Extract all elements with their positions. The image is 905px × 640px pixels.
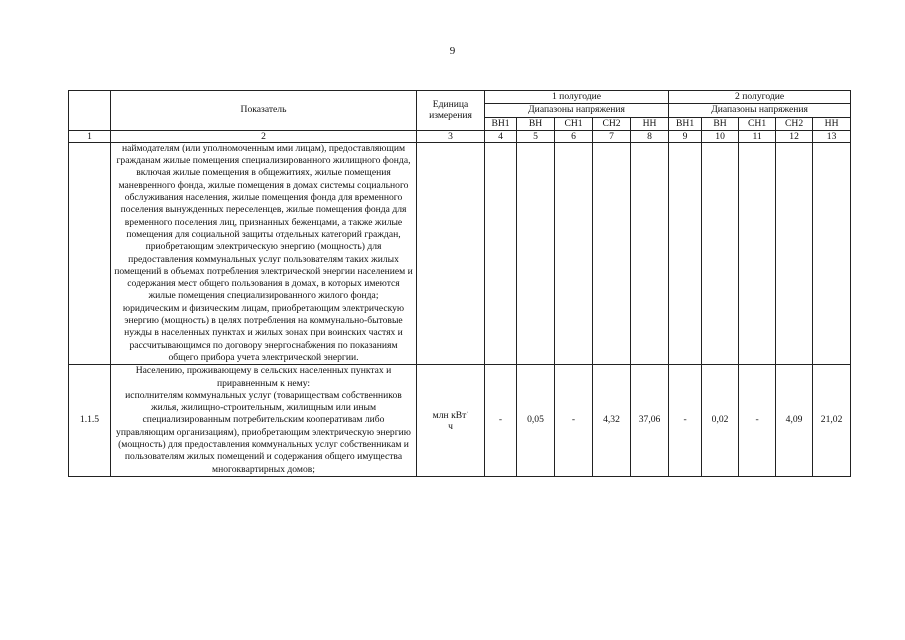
description-paragraph: наймодателям (или уполномоченным ими лицам), предоставляющим гражданам жилые помещения специализированного жилищного фонда, включая жилые помещения в общежитиях, жилые помещения маневренного фонда, жилые помещения в домах системы социального обслуживания населения, жилые помещения фонда для временного поселения вынужденных переселенцев, жилые помещения фонда для временного поселения лиц, признанных беженцами, а также жилые помещения для социальной защиты отдельных категорий граждан, приобретающим электрическую энергию (мощность) для предоставления коммунальных услуг пользователям таких жилых помещений в объемах потребления электрической энергии населением и содержания мест общего пользования в домах, в которых имеются жилые помещения специализированного жилого фонда;: [114, 142, 413, 302]
unit-main: млн кВт: [432, 409, 467, 421]
description-paragraph: юридическим и физическим лицам, приобретающим электрическую энергию (мощность) в целях потребления на коммунально-бытовые нужды в населенных пунктах и жилых зонах при воинских частях и рассчитывающимся по договору энергоснабжения по показаниям общего прибора учета электрической энергии.: [122, 302, 405, 363]
column-number: 12: [776, 130, 813, 142]
header-half1: 1 полугодие: [485, 91, 669, 104]
value-cell: 4,09: [776, 365, 813, 477]
level-h2: ВН1: [669, 117, 702, 130]
column-number: 11: [739, 130, 776, 142]
value-cell: 0,02: [702, 365, 739, 477]
value-cell: [739, 142, 776, 364]
column-number: 2: [111, 130, 417, 142]
level-h2: НН: [813, 117, 851, 130]
column-number: 3: [417, 130, 485, 142]
column-number: 6: [555, 130, 593, 142]
value-cell: [776, 142, 813, 364]
level-h1: СН1: [555, 117, 593, 130]
column-number: 4: [485, 130, 517, 142]
value-cell: 21,02: [813, 365, 851, 477]
value-cell: 4,32: [593, 365, 631, 477]
column-number: 8: [631, 130, 669, 142]
column-number: 9: [669, 130, 702, 142]
column-number: 1: [69, 130, 111, 142]
header-ranges-h2: Диапазоны напряжения: [669, 104, 851, 117]
header-unit: Единица измерения: [417, 91, 485, 131]
row-description: [111, 365, 417, 477]
header-num: [69, 91, 111, 131]
unit-cell: [417, 365, 485, 477]
value-cell: [485, 142, 517, 364]
value-cell: [555, 142, 593, 364]
level-h2: СН1: [739, 117, 776, 130]
value-cell: 0,05: [517, 365, 555, 477]
value-cell: [702, 142, 739, 364]
row-description: [111, 142, 417, 364]
level-h1: ВН: [517, 117, 555, 130]
unit-cell: [417, 142, 485, 364]
row-number: [69, 142, 111, 364]
value-cell: [517, 142, 555, 364]
level-h1: НН: [631, 117, 669, 130]
value-cell: -: [485, 365, 517, 477]
page-number: 9: [449, 45, 456, 57]
value-cell: -: [669, 365, 702, 477]
level-h1: СН2: [593, 117, 631, 130]
column-number: 5: [517, 130, 555, 142]
column-number: 13: [813, 130, 851, 142]
level-h2: ВН: [702, 117, 739, 130]
table-row: [69, 142, 851, 364]
description-paragraph: Населению, проживающему в сельских населенных пунктах и приравненным к нему:: [135, 365, 392, 389]
value-cell: -: [739, 365, 776, 477]
column-number-row: [69, 130, 851, 142]
column-number: 10: [702, 130, 739, 142]
header-ranges-h1: Диапазоны напряжения: [485, 104, 669, 117]
column-number: 7: [593, 130, 631, 142]
row-number: 1.1.5: [69, 365, 111, 477]
unit-sup: ·: [466, 409, 469, 416]
header-half2: 2 полугодие: [669, 91, 851, 104]
table-row: [69, 365, 851, 477]
description-paragraph: исполнителям коммунальных услуг (товариществам собственников жилья, жилищно-строительным, жилищным или иным специализированным потребительским кооперативам либо управляющим организациям), приобретающим электрическую энергию (мощность) для предоставления коммунальных услуг собственникам и пользователям жилых помещений и содержания общего имущества многоквартирных домов;: [116, 389, 411, 475]
level-h2: СН2: [776, 117, 813, 130]
level-h1: ВН1: [485, 117, 517, 130]
unit-tail: ч: [448, 420, 453, 432]
value-cell: [631, 142, 669, 364]
value-cell: -: [555, 365, 593, 477]
value-cell: [669, 142, 702, 364]
data-table: [68, 90, 851, 477]
value-cell: [593, 142, 631, 364]
value-cell: [813, 142, 851, 364]
header-indicator: Показатель: [111, 91, 417, 131]
value-cell: 37,06: [631, 365, 669, 477]
